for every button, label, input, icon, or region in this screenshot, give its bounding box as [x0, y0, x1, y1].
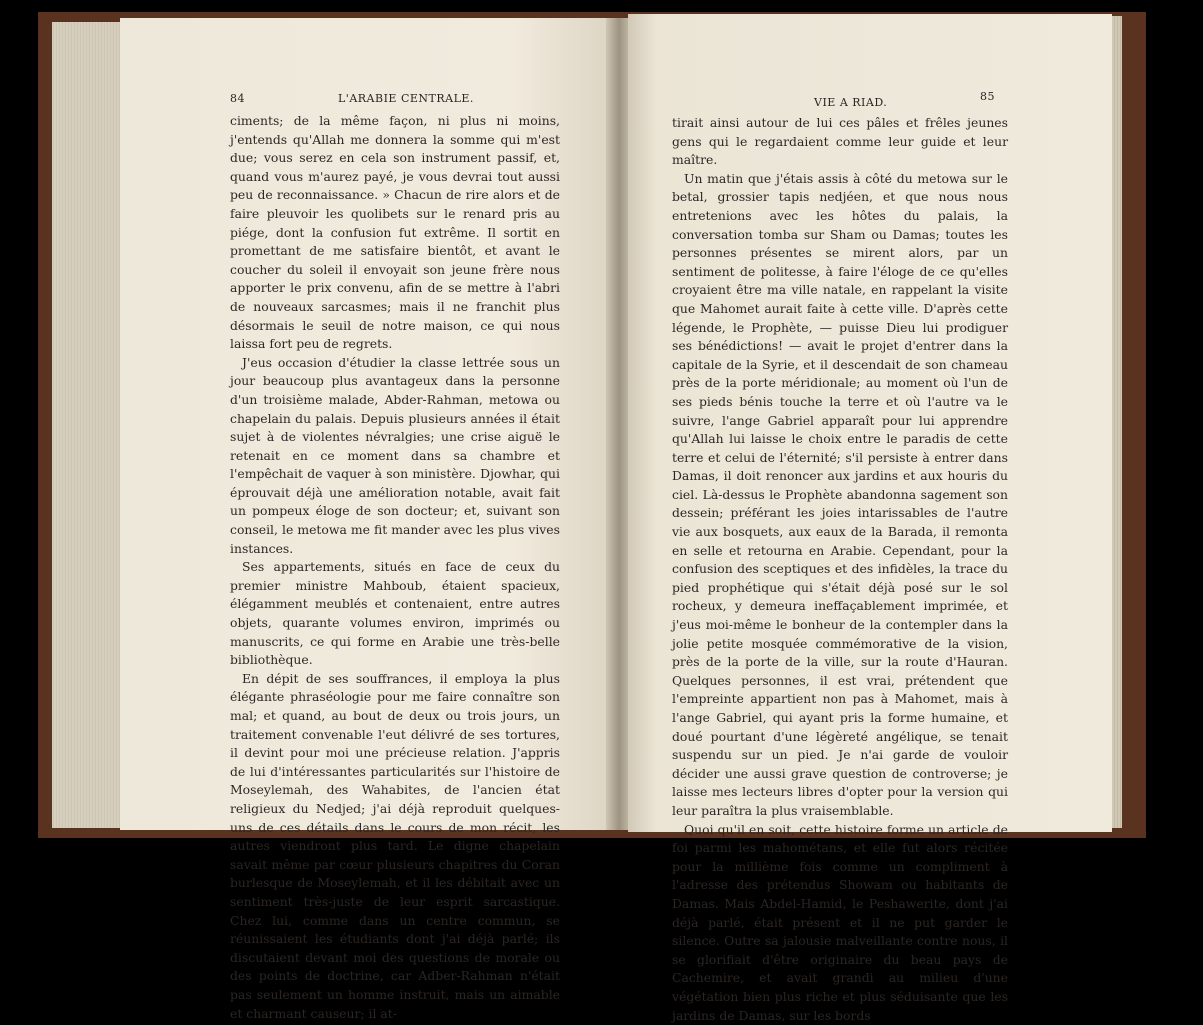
- right-paragraph-1: tirait ainsi autour de lui ces pâles et frêles jeunes gens qui le regardaient comme leur guide et leur maître.: [672, 115, 1008, 168]
- right-paragraph-2: Un matin que j'étais assis à côté du metowa sur le betal, grossier tapis nedjéen, et que nous nous entretenions avec les hôtes du palais, la conversation tomba sur Sham ou Damas; toutes les personnes présentes se mirent alors, par un sentiment de politesse, à faire l'éloge de ce qu'elles croyaient être ma ville natale, en rappelant la visite que Mahomet aurait faite à cette ville. D'après cette légende, le Prophète, — puisse Dieu lui prodiguer ses bénédictions! — avait le projet d'entrer dans la capitale de la Syrie, et il descendait de son chameau près de la porte méridionale; au moment où l'un de ses pieds bénis touche la terre et où l'autre va le suivre, l'ange Gabriel apparaît pour lui apprendre qu'Allah lui laisse le choix entre le paradis de cette terre et celui de l'éternité; s'il persiste à entrer dans Damas, il doit renoncer aux jardins et aux houris du ciel. Là-dessus le Prophète abandonna sagement son dessein; préférant les joies intarissables de l'autre vie aux bosquets, aux eaux de la Barada, il remonta en selle et retourna en Arabie. Cependant, pour la confusion des sceptiques et des infidèles, la trace du pied prophétique qui s'était déjà posé sur le sol rocheux, y demeura ineffaçablement imprimée, et j'eus moi-même le bonheur de la contempler dans la jolie petite mosquée commémorative de la vision, près de la porte de la ville, sur la route d'Hauran. Quelques personnes, il est vrai, prétendent que l'empreinte appartient non pas à Mahomet, mais à l'ange Gabriel, qui ayant pris la forme humaine, et doué pourtant d'une légèreté angélique, se tenait suspendu sur un pied. Je n'ai garde de vouloir décider une aussi grave question de controverse; je laisse mes lecteurs libres d'opter pour la version qui leur paraîtra la plus vraisemblable.: [672, 170, 1008, 818]
- left-paragraph-2: J'eus occasion d'étudier la classe lettrée sous un jour beaucoup plus avantageux dans la personne d'un troisième malade, Abder-Rahman, metowa ou chapelain du palais. Depuis plusieurs années il était sujet à de violentes névralgies; une crise aiguë le retenait en ce moment dans sa chambre et l'empêchait de vaquer à son ministère. Djowhar, qui éprouvait déjà une amélioration notable, avait fait un pompeux éloge de son docteur; et, suivant son conseil, le metowa me fit mander avec les plus vives instances.: [230, 354, 560, 556]
- left-running-head: L'ARABIE CENTRALE.: [338, 92, 474, 105]
- left-page-number: 84: [230, 92, 245, 105]
- right-page: [628, 14, 1112, 1023]
- left-page: [120, 18, 610, 1021]
- left-paragraph-3: Ses appartements, situés en face de ceux du premier ministre Mahboub, étaient spacieux, élégamment meublés et contenaient, entre autres objets, quarante volumes environ, imprimés ou manuscrits, ce qui forme en Arabie une très-belle bibliothèque.: [230, 559, 560, 668]
- right-paragraph-3: Quoi qu'il en soit, cette histoire forme un article de foi parmi les mahométans, et elle fut alors récitée pour la millième fois comme un compliment à l'adresse des prétendus Showam ou habitants de Damas. Mais Abdel-Hamid, le Peshawerite, dont j'ai déjà parlé, était présent et il ne put garder le silence. Outre sa jalousie malveillante contre nous, il se glorifiait d'être originaire du beau pays de Cachemire, et avait grandi au milieu d'une végétation bien plus riche et plus séduisante que les jardins de Damas, sur les bords: [672, 821, 1008, 1023]
- right-page-text: [672, 114, 1008, 1025]
- left-paragraph-1: ciments; de la même façon, ni plus ni moins, j'entends qu'Allah me donnera la somme qui m'est due; vous serez en cela son instrument passif, et, quand vous m'aurez payé, je vous devrai tout aussi peu de reconnaissance. » Chacun de rire alors et de faire pleuvoir les quolibets sur le renard pris au piége, dont la confusion fut extrême. Il sortit en promettant de me satisfaire bientôt, et avant le coucher du soleil il envoyait son jeune frère nous apporter le prix convenu, afin de se mettre à l'abri de nouveaux sarcasmes; mais il ne franchit plus désormais le seuil de notre maison, ce qui nous laissa fort peu de regrets.: [230, 113, 560, 352]
- left-page-text: [230, 112, 560, 1023]
- left-paragraph-4: En dépit de ses souffrances, il employa la plus élégante phraséologie pour me faire connaître son mal; et quand, au bout de deux ou trois jours, un traitement convenable l'eut délivré de ses tortures, il devint pour moi une précieuse relation. J'appris de lui d'intéressantes particularités sur l'histoire de Moseylemah, des Wahabites, de l'ancien état religieux du Nedjed; j'ai déjà reproduit quelques-uns de ces détails dans le cours de mon récit, les autres viendront plus tard. Le digne chapelain savait même par cœur plusieurs chapitres du Coran burlesque de Moseylemah, et il les débitait avec un sentiment très-juste de leur esprit sarcastique. Chez lui, comme dans un centre commun, se réunissaient les étudiants dont j'ai déjà parlé; ils discutaient devant moi des questions de morale ou des points de doctrine, car Adber-Rahman n'était pas seulement un homme instruit, mais un aimable et charmant causeur; il at-: [230, 670, 560, 1021]
- right-running-head: VIE A RIAD.: [814, 96, 888, 109]
- right-page-number: 85: [980, 90, 995, 103]
- left-page-edges: [52, 22, 122, 828]
